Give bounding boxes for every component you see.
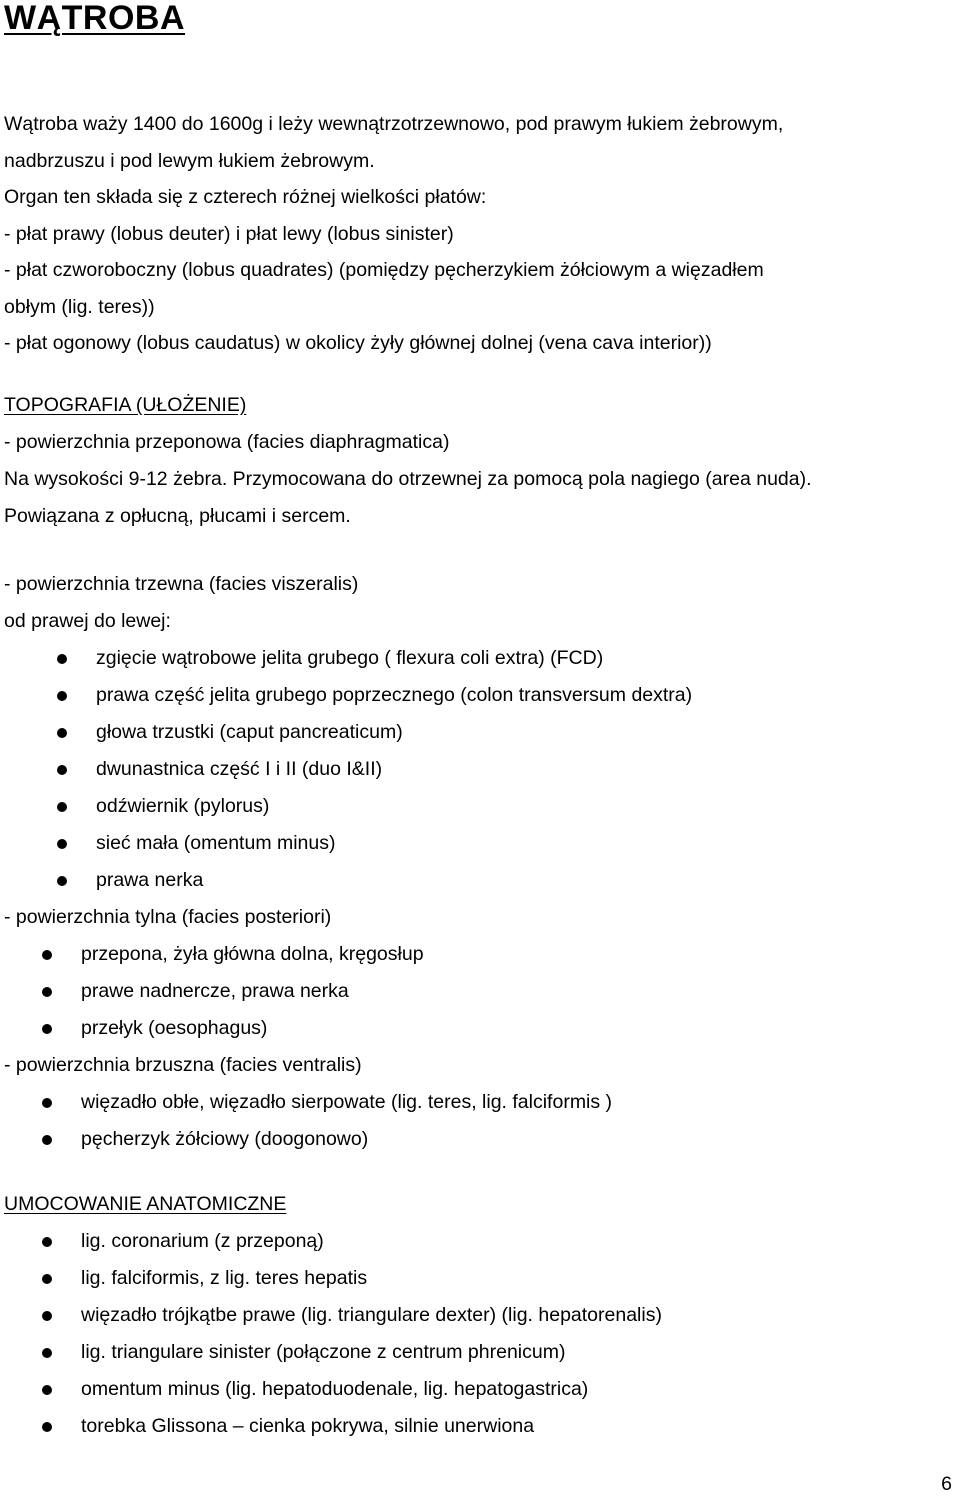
- list-item: [4, 1408, 960, 1445]
- list-item: [4, 973, 960, 1010]
- page-title: WĄTROBA: [4, 0, 186, 37]
- list-item: [4, 1334, 960, 1371]
- list-item: [4, 1010, 960, 1047]
- list-item: [4, 1260, 960, 1297]
- topografia-section: [4, 387, 960, 535]
- list-item-text: prawa część jelita grubego poprzecznego (colon transversum dextra): [96, 684, 693, 706]
- bullet-icon: [42, 1135, 52, 1145]
- list-item: [4, 640, 960, 677]
- list-item-text: lig. coronarium (z przeponą): [81, 1230, 324, 1252]
- intro-line: Organ ten składa się z czterech różnej wielkości płatów:: [4, 186, 487, 208]
- bullet-icon: [57, 765, 67, 775]
- bullet-icon: [42, 1024, 52, 1034]
- list-item: [4, 862, 960, 899]
- bullet-icon: [42, 1098, 52, 1108]
- list-item-text: głowa trzustki (caput pancreaticum): [96, 721, 403, 743]
- list-item-text: więzadło trójkątbe prawe (lig. triangulare dexter) (lig. hepatorenalis): [81, 1304, 662, 1326]
- brzuszna-title: - powierzchnia brzuszna (facies ventralis): [4, 1054, 362, 1076]
- list-item-text: lig. falciformis, z lig. teres hepatis: [81, 1267, 368, 1289]
- list-item: [4, 1121, 960, 1158]
- bullet-icon: [57, 876, 67, 886]
- bullet-icon: [42, 1385, 52, 1395]
- intro-paragraph: [4, 106, 958, 362]
- bullet-icon: [57, 654, 67, 664]
- bullet-icon: [42, 950, 52, 960]
- list-item: [4, 751, 960, 788]
- intro-line: - płat czworoboczny (lobus quadrates) (pomiędzy pęcherzykiem żółciowym a więzadłem: [4, 259, 764, 281]
- list-item-text: prawe nadnercze, prawa nerka: [81, 980, 349, 1002]
- list-item-text: odźwiernik (pylorus): [96, 795, 270, 817]
- intro-line: Wątroba waży 1400 do 1600g i leży wewnątrzotrzewnowo, pod prawym łukiem żebrowym,: [4, 113, 784, 135]
- list-item-text: lig. triangulare sinister (połączone z centrum phrenicum): [81, 1341, 566, 1363]
- page-number: 6: [941, 1473, 952, 1495]
- bullet-icon: [57, 728, 67, 738]
- intro-line: - płat prawy (lobus deuter) i płat lewy (lobus sinister): [4, 222, 454, 245]
- przeponowa-text: Na wysokości 9-12 żebra. Przymocowana do otrzewnej za pomocą pola nagiego (area nuda).: [4, 468, 812, 490]
- trzewna-list: [4, 640, 960, 899]
- list-item-text: pęcherzyk żółciowy (doogonowo): [81, 1128, 369, 1150]
- przeponowa-title: - powierzchnia przeponowa (facies diaphragmatica): [4, 431, 450, 453]
- trzewna-subtitle: od prawej do lewej:: [4, 610, 171, 632]
- bullet-icon: [42, 1274, 52, 1284]
- bullet-icon: [57, 802, 67, 812]
- list-item-text: zgięcie wątrobowe jelita grubego ( flexura coli extra) (FCD): [96, 647, 604, 669]
- bullet-icon: [42, 1311, 52, 1321]
- bullet-icon: [57, 691, 67, 701]
- list-item: [4, 825, 960, 862]
- umocowanie-section: [4, 1186, 960, 1445]
- list-item: [4, 1084, 960, 1121]
- list-item: [4, 1371, 960, 1408]
- list-item-text: torebka Glissona – cienka pokrywa, silnie unerwiona: [81, 1415, 535, 1437]
- brzuszna-list: [4, 1084, 960, 1158]
- list-item-text: sieć mała (omentum minus): [96, 832, 336, 854]
- intro-line: - płat ogonowy (lobus caudatus) w okolicy żyły głównej dolnej (vena cava interior)): [4, 332, 712, 354]
- bullet-icon: [42, 1237, 52, 1247]
- list-item-text: więzadło obłe, więzadło sierpowate (lig. teres, lig. falciformis ): [81, 1091, 613, 1113]
- list-item: [4, 677, 960, 714]
- bullet-icon: [42, 1348, 52, 1358]
- list-item: [4, 714, 960, 751]
- list-item: [4, 936, 960, 973]
- intro-line: nadbrzuszu i pod lewym łukiem żebrowym.: [4, 149, 375, 172]
- umocowanie-list: [4, 1223, 960, 1445]
- intro-line: obłym (lig. teres)): [4, 295, 155, 318]
- list-item: [4, 1297, 960, 1334]
- list-item-text: prawa nerka: [96, 869, 204, 891]
- list-item-text: omentum minus (lig. hepatoduodenale, lig. hepatogastrica): [81, 1378, 589, 1400]
- topografia-heading: TOPOGRAFIA (UŁOŻENIE): [4, 394, 247, 416]
- list-item: [4, 788, 960, 825]
- tylna-title: - powierzchnia tylna (facies posteriori): [4, 906, 332, 928]
- umocowanie-heading: UMOCOWANIE ANATOMICZNE: [4, 1193, 287, 1215]
- list-item: [4, 1223, 960, 1260]
- bullet-icon: [42, 987, 52, 997]
- list-item-text: przełyk (oesophagus): [81, 1017, 268, 1039]
- list-item-text: przepona, żyła główna dolna, kręgosłup: [81, 943, 424, 965]
- przeponowa-text: Powiązana z opłucną, płucami i sercem.: [4, 505, 351, 527]
- list-item-text: dwunastnica część I i II (duo I&II): [96, 758, 383, 780]
- bullet-icon: [42, 1422, 52, 1432]
- trzewna-title: - powierzchnia trzewna (facies viszeralis): [4, 573, 359, 595]
- bullet-icon: [57, 839, 67, 849]
- tylna-list: [4, 936, 960, 1047]
- trzewna-section: [4, 566, 960, 1158]
